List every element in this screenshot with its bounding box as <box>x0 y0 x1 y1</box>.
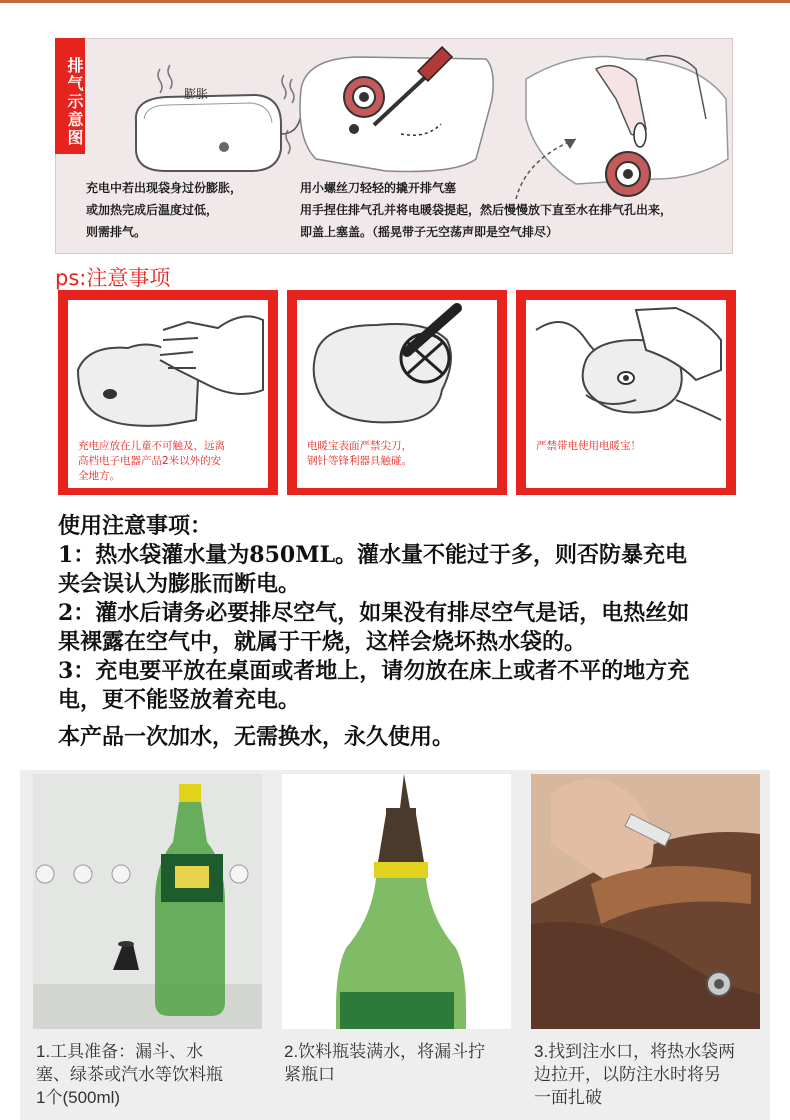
bottle-funnel-photo <box>282 774 511 1029</box>
exhaust-step2-line: 用手捏住排气孔并将电暖袋提起，然后慢慢放下直至水在排气孔出来， <box>300 203 673 217</box>
notes-title: 使用注意事项： <box>58 513 213 539</box>
warning-caption <box>68 430 268 488</box>
warning-line: 严禁带电使用电暖宝！ <box>536 440 641 452</box>
exhaust-step2 <box>300 177 672 243</box>
step-line: 紧瓶口 <box>284 1065 335 1084</box>
step-line: 1.工具准备：漏斗、水 <box>36 1042 204 1061</box>
exhaust-step1 <box>86 177 242 243</box>
top-divider <box>0 0 790 3</box>
warning-card-children <box>58 290 278 495</box>
warning-line: 充电应放在儿童不可触及，远离 <box>78 440 225 452</box>
exhaust-step2-line: 即盖上塞盖。（摇晃带子无空荡声即是空气排尽） <box>300 225 559 239</box>
warning-line: 电暖宝表面严禁尖刀， <box>307 440 412 452</box>
warning-line: 钢针等锋利器具触碰。 <box>307 455 412 467</box>
warning-illustration <box>526 300 726 430</box>
warning-line: 全地方。 <box>78 470 120 482</box>
warning-card-power <box>516 290 736 495</box>
bottle-tools-photo <box>33 774 262 1029</box>
notes-item3-line: 电，更不能竖放着充电。 <box>58 687 301 713</box>
step-line: 一面扎破 <box>534 1088 602 1107</box>
swell-label: 膨胀 <box>184 87 209 101</box>
notes-final: 本产品一次加水，无需换水，永久使用。 <box>58 724 455 750</box>
exhaust-step2-line: 用小螺丝刀轻轻的撬开排气塞 <box>300 181 457 195</box>
ps-title: ps:注意事项 <box>55 266 171 290</box>
step-line: 1个(500ml) <box>36 1088 121 1107</box>
step-line: 2.饮料瓶装满水，将漏斗拧 <box>284 1042 486 1061</box>
exhaust-tag: 排气示意图 <box>55 38 85 154</box>
screwdriver-illustration <box>300 47 493 171</box>
step-line: 3.找到注水口，将热水袋两 <box>534 1042 736 1061</box>
exhaust-diagram-panel <box>55 38 733 254</box>
notes-item2-line: 2：灌水后请务必要排尽空气，如果没有排尽空气是话，电热丝如 <box>58 600 690 626</box>
warning-caption <box>526 430 726 488</box>
notes-item1-line: 夹会误认为膨胀而断电。 <box>58 571 301 597</box>
warning-illustration <box>68 300 268 430</box>
notes-item1-line: 1：热水袋灌水量为850ML。灌水量不能过于多，则否防暴充电 <box>58 542 688 568</box>
warning-line: 高档电子电器产品2米以外的安 <box>78 455 222 467</box>
notes-item2-line: 果裸露在空气中，就属于干烧，这样会烧坏热水袋的。 <box>58 629 587 655</box>
swollen-bag-illustration <box>136 65 318 171</box>
exhaust-step1-line: 则需排气。 <box>86 225 147 239</box>
notes-item3-line: 3：充电要平放在桌面或者地上，请勿放在床上或者不平的地方充 <box>58 658 690 684</box>
step-line: 边拉开，以防注水时将另 <box>534 1065 721 1084</box>
step-line: 塞、绿茶或汽水等饮料瓶 <box>36 1065 223 1084</box>
step3-caption <box>534 1040 766 1109</box>
warning-card-sharp <box>287 290 507 495</box>
warning-caption <box>297 430 497 488</box>
exhaust-step1-line: 或加热完成后温度过低， <box>86 203 219 217</box>
exhaust-step1-line: 充电中若出现袋身过份膨胀， <box>86 181 243 195</box>
step2-caption <box>284 1040 516 1086</box>
warning-illustration <box>297 300 497 430</box>
bag-inlet-photo <box>531 774 760 1029</box>
step1-caption <box>36 1040 268 1109</box>
usage-notes <box>58 512 758 752</box>
